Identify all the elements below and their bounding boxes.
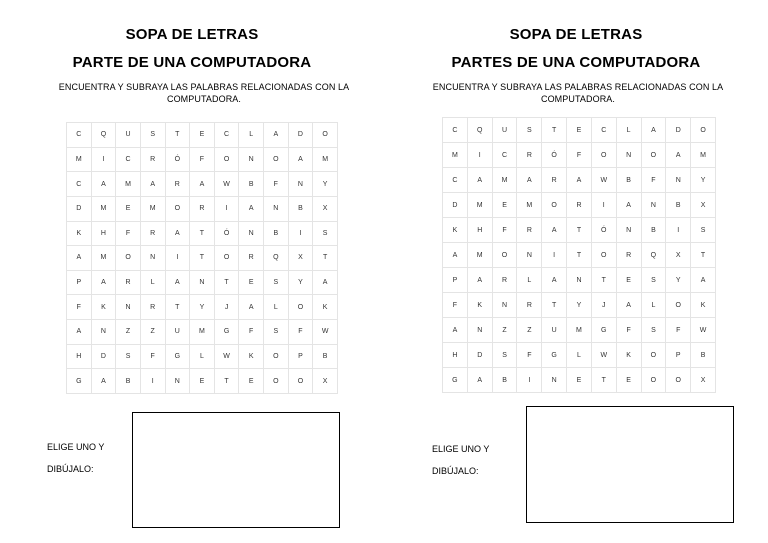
grid-row xyxy=(67,221,338,246)
grid-cell[interactable]: K xyxy=(467,293,492,318)
draw-prompt xyxy=(432,438,489,482)
grid-cell[interactable]: D xyxy=(91,344,116,369)
grid-cell[interactable]: I xyxy=(542,243,567,268)
grid-cell[interactable]: O xyxy=(641,343,666,368)
grid-cell[interactable]: B xyxy=(313,344,338,369)
grid-cell[interactable]: O xyxy=(264,369,289,394)
grid-row xyxy=(443,168,716,193)
drawing-box[interactable] xyxy=(526,406,734,523)
grid-cell[interactable]: F xyxy=(567,143,592,168)
grid-cell[interactable]: A xyxy=(91,270,116,295)
grid-cell[interactable]: L xyxy=(140,270,165,295)
grid-cell[interactable]: F xyxy=(616,318,641,343)
grid-cell[interactable]: M xyxy=(691,143,716,168)
grid-cell[interactable]: E xyxy=(616,268,641,293)
grid-cell[interactable]: O xyxy=(165,196,190,221)
grid-cell[interactable]: O xyxy=(641,368,666,393)
grid-cell[interactable]: Q xyxy=(91,123,116,148)
grid-row xyxy=(67,246,338,271)
grid-cell[interactable]: Q xyxy=(641,243,666,268)
grid-cell[interactable]: W xyxy=(691,318,716,343)
grid-cell[interactable]: O xyxy=(214,246,239,271)
grid-cell[interactable]: Y xyxy=(190,295,215,320)
grid-cell[interactable]: F xyxy=(67,295,92,320)
grid-cell[interactable]: S xyxy=(313,221,338,246)
grid-cell[interactable]: Y xyxy=(691,168,716,193)
grid-cell[interactable]: Q xyxy=(264,246,289,271)
grid-cell[interactable]: X xyxy=(691,368,716,393)
grid-cell[interactable]: F xyxy=(492,218,517,243)
grid-cell[interactable]: B xyxy=(691,343,716,368)
grid-cell[interactable]: A xyxy=(467,268,492,293)
grid-cell[interactable]: E xyxy=(239,369,264,394)
grid-cell[interactable]: Y xyxy=(567,293,592,318)
grid-cell[interactable]: N xyxy=(666,168,691,193)
grid-cell[interactable]: M xyxy=(443,143,468,168)
grid-cell[interactable]: E xyxy=(616,368,641,393)
grid-cell[interactable]: S xyxy=(691,218,716,243)
grid-cell[interactable]: A xyxy=(567,168,592,193)
grid-cell[interactable]: O xyxy=(313,123,338,148)
word-search-grid xyxy=(66,122,338,394)
grid-cell[interactable]: F xyxy=(264,172,289,197)
grid-cell[interactable]: A xyxy=(165,221,190,246)
grid-cell[interactable]: O xyxy=(666,368,691,393)
grid-cell[interactable]: N xyxy=(116,295,141,320)
grid-row xyxy=(67,320,338,345)
grid-cell[interactable]: I xyxy=(517,368,542,393)
grid-cell[interactable]: E xyxy=(567,118,592,143)
grid-cell[interactable]: O xyxy=(641,143,666,168)
grid-cell[interactable]: Ó xyxy=(591,218,616,243)
grid-cell[interactable]: I xyxy=(140,369,165,394)
grid-cell[interactable]: B xyxy=(666,193,691,218)
grid-cell[interactable]: K xyxy=(691,293,716,318)
grid-cell[interactable]: O xyxy=(116,246,141,271)
grid-cell[interactable]: Y xyxy=(288,270,313,295)
grid-cell[interactable]: A xyxy=(190,172,215,197)
grid-cell[interactable]: U xyxy=(542,318,567,343)
grid-cell[interactable]: T xyxy=(313,246,338,271)
grid-cell[interactable]: O xyxy=(591,143,616,168)
grid-cell[interactable]: N xyxy=(140,246,165,271)
grid-cell[interactable]: M xyxy=(140,196,165,221)
grid-cell[interactable]: B xyxy=(116,369,141,394)
grid-cell[interactable]: N xyxy=(467,318,492,343)
grid-cell[interactable]: R xyxy=(140,147,165,172)
grid-cell[interactable]: M xyxy=(517,193,542,218)
grid-cell[interactable]: R xyxy=(517,293,542,318)
grid-cell[interactable]: I xyxy=(666,218,691,243)
grid-row xyxy=(443,143,716,168)
grid-cell[interactable]: T xyxy=(214,270,239,295)
grid-cell[interactable]: T xyxy=(190,221,215,246)
grid-cell[interactable]: X xyxy=(666,243,691,268)
grid-cell[interactable]: E xyxy=(567,368,592,393)
grid-cell[interactable]: K xyxy=(313,295,338,320)
grid-cell[interactable]: A xyxy=(288,147,313,172)
grid-cell[interactable]: B xyxy=(492,368,517,393)
grid-cell[interactable]: A xyxy=(616,193,641,218)
grid-cell[interactable]: G xyxy=(67,369,92,394)
grid-cell[interactable]: L xyxy=(567,343,592,368)
grid-cell[interactable]: N xyxy=(91,320,116,345)
grid-cell[interactable]: A xyxy=(467,168,492,193)
grid-cell[interactable]: A xyxy=(616,293,641,318)
grid-row xyxy=(67,196,338,221)
grid-cell[interactable]: G xyxy=(165,344,190,369)
grid-cell[interactable]: N xyxy=(165,369,190,394)
draw-prompt-line2: DIBÚJALO: xyxy=(432,466,479,476)
word-search-grid xyxy=(442,117,716,393)
grid-cell[interactable]: O xyxy=(542,193,567,218)
grid-cell[interactable]: S xyxy=(264,320,289,345)
grid-cell[interactable]: E xyxy=(190,123,215,148)
grid-cell[interactable]: D xyxy=(288,123,313,148)
grid-cell[interactable]: H xyxy=(443,343,468,368)
grid-cell[interactable]: R xyxy=(165,172,190,197)
grid-cell[interactable]: F xyxy=(116,221,141,246)
grid-cell[interactable]: Y xyxy=(666,268,691,293)
grid-cell[interactable]: B xyxy=(264,221,289,246)
draw-prompt xyxy=(47,436,104,480)
grid-cell[interactable]: R xyxy=(140,221,165,246)
grid-cell[interactable]: W xyxy=(313,320,338,345)
grid-cell[interactable]: N xyxy=(492,293,517,318)
grid-cell[interactable]: A xyxy=(165,270,190,295)
grid-cell[interactable]: U xyxy=(116,123,141,148)
grid-cell[interactable]: C xyxy=(591,118,616,143)
grid-cell[interactable]: T xyxy=(567,243,592,268)
grid-cell[interactable]: I xyxy=(288,221,313,246)
grid-cell[interactable]: L xyxy=(190,344,215,369)
grid-cell[interactable]: P xyxy=(666,343,691,368)
grid-cell[interactable]: N xyxy=(190,270,215,295)
grid-cell[interactable]: T xyxy=(190,246,215,271)
grid-row xyxy=(67,295,338,320)
grid-cell[interactable]: I xyxy=(591,193,616,218)
grid-cell[interactable]: F xyxy=(288,320,313,345)
grid-cell[interactable]: G xyxy=(214,320,239,345)
grid-cell[interactable]: W xyxy=(591,168,616,193)
grid-cell[interactable]: X xyxy=(288,246,313,271)
grid-row xyxy=(443,268,716,293)
grid-cell[interactable]: O xyxy=(288,369,313,394)
grid-cell[interactable]: L xyxy=(239,123,264,148)
grid-cell[interactable]: B xyxy=(239,172,264,197)
grid-cell[interactable]: T xyxy=(214,369,239,394)
grid-cell[interactable]: Ó xyxy=(165,147,190,172)
grid-cell[interactable]: D xyxy=(67,196,92,221)
grid-cell[interactable]: M xyxy=(467,193,492,218)
grid-cell[interactable]: F xyxy=(641,168,666,193)
grid-cell[interactable]: N xyxy=(264,196,289,221)
grid-row xyxy=(443,368,716,393)
grid-cell[interactable]: S xyxy=(264,270,289,295)
grid-cell[interactable]: C xyxy=(67,172,92,197)
grid-row xyxy=(443,243,716,268)
grid-row xyxy=(67,147,338,172)
grid-cell[interactable]: F xyxy=(239,320,264,345)
grid-cell[interactable]: C xyxy=(116,147,141,172)
grid-cell[interactable]: T xyxy=(591,268,616,293)
grid-cell[interactable]: R xyxy=(542,168,567,193)
grid-cell[interactable]: P xyxy=(443,268,468,293)
grid-cell[interactable]: R xyxy=(517,218,542,243)
grid-cell[interactable]: R xyxy=(116,270,141,295)
grid-cell[interactable]: L xyxy=(517,268,542,293)
grid-cell[interactable]: A xyxy=(691,268,716,293)
grid-cell[interactable]: A xyxy=(91,369,116,394)
grid-cell[interactable]: R xyxy=(616,243,641,268)
grid-cell[interactable]: H xyxy=(67,344,92,369)
page-subtitle: PARTES DE UNA COMPUTADORA xyxy=(451,54,701,71)
grid-cell[interactable]: Z xyxy=(116,320,141,345)
grid-cell[interactable]: T xyxy=(542,118,567,143)
grid-cell[interactable]: C xyxy=(67,123,92,148)
grid-cell[interactable]: F xyxy=(190,147,215,172)
grid-cell[interactable]: M xyxy=(313,147,338,172)
grid-cell[interactable]: O xyxy=(264,147,289,172)
grid-cell[interactable]: T xyxy=(567,218,592,243)
grid-cell[interactable]: K xyxy=(91,295,116,320)
grid-cell[interactable]: K xyxy=(67,221,92,246)
grid-cell[interactable]: M xyxy=(190,320,215,345)
grid-cell[interactable]: T xyxy=(165,123,190,148)
grid-cell[interactable]: A xyxy=(140,172,165,197)
grid-cell[interactable]: D xyxy=(443,193,468,218)
grid-cell[interactable]: R xyxy=(492,268,517,293)
grid-cell[interactable]: N xyxy=(567,268,592,293)
grid-cell[interactable]: B xyxy=(641,218,666,243)
grid-row xyxy=(67,369,338,394)
grid-cell[interactable]: L xyxy=(264,295,289,320)
grid-cell[interactable]: U xyxy=(492,118,517,143)
grid-cell[interactable]: G xyxy=(591,318,616,343)
grid-cell[interactable]: F xyxy=(140,344,165,369)
grid-cell[interactable]: O xyxy=(492,243,517,268)
grid-cell[interactable]: N xyxy=(542,368,567,393)
grid-cell[interactable]: C xyxy=(443,118,468,143)
grid-cell[interactable]: N xyxy=(288,172,313,197)
grid-cell[interactable]: R xyxy=(239,246,264,271)
grid-cell[interactable]: S xyxy=(517,118,542,143)
grid-cell[interactable]: D xyxy=(467,343,492,368)
grid-cell[interactable]: S xyxy=(140,123,165,148)
grid-cell[interactable]: A xyxy=(517,168,542,193)
grid-cell[interactable]: A xyxy=(443,243,468,268)
grid-row xyxy=(443,218,716,243)
grid-cell[interactable]: Z xyxy=(492,318,517,343)
grid-cell[interactable]: L xyxy=(641,293,666,318)
grid-cell[interactable]: M xyxy=(567,318,592,343)
grid-cell[interactable]: B xyxy=(616,168,641,193)
grid-cell[interactable]: G xyxy=(443,368,468,393)
grid-cell[interactable]: S xyxy=(641,268,666,293)
grid-cell[interactable]: X xyxy=(691,193,716,218)
grid-cell[interactable]: E xyxy=(239,270,264,295)
grid-row xyxy=(67,172,338,197)
grid-cell[interactable]: A xyxy=(443,318,468,343)
grid-cell[interactable]: H xyxy=(467,218,492,243)
grid-cell[interactable]: I xyxy=(467,143,492,168)
grid-cell[interactable]: F xyxy=(443,293,468,318)
grid-cell[interactable]: M xyxy=(467,243,492,268)
grid-cell[interactable]: A xyxy=(239,196,264,221)
grid-cell[interactable]: N xyxy=(239,147,264,172)
grid-cell[interactable]: E xyxy=(190,369,215,394)
grid-cell[interactable]: C xyxy=(443,168,468,193)
grid-cell[interactable]: S xyxy=(641,318,666,343)
grid-row xyxy=(443,318,716,343)
grid-cell[interactable]: Ó xyxy=(214,221,239,246)
grid-cell[interactable]: A xyxy=(239,295,264,320)
grid-cell[interactable]: N xyxy=(641,193,666,218)
grid-cell[interactable]: M xyxy=(67,147,92,172)
instructions: ENCUENTRA Y SUBRAYA LAS PALABRAS RELACIONADAS CON LA COMPUTADORA. xyxy=(432,82,724,104)
page-title: SOPA DE LETRAS xyxy=(509,26,643,43)
grid-cell[interactable]: N xyxy=(517,243,542,268)
grid-cell[interactable]: F xyxy=(517,343,542,368)
grid-cell[interactable]: K xyxy=(616,343,641,368)
grid-cell[interactable]: F xyxy=(666,318,691,343)
grid-row xyxy=(67,270,338,295)
grid-cell[interactable]: K xyxy=(443,218,468,243)
grid-cell[interactable]: T xyxy=(591,368,616,393)
grid-cell[interactable]: T xyxy=(165,295,190,320)
grid-cell[interactable]: J xyxy=(591,293,616,318)
grid-row xyxy=(443,293,716,318)
grid-cell[interactable]: C xyxy=(492,143,517,168)
grid-cell[interactable]: I xyxy=(165,246,190,271)
drawing-box[interactable] xyxy=(132,412,340,528)
draw-prompt-line1: ELIGE UNO Y xyxy=(432,444,490,454)
grid-cell[interactable]: P xyxy=(288,344,313,369)
grid-cell[interactable]: Q xyxy=(467,118,492,143)
grid-cell[interactable]: A xyxy=(467,368,492,393)
grid-cell[interactable]: R xyxy=(517,143,542,168)
grid-cell[interactable]: S xyxy=(116,344,141,369)
grid-cell[interactable]: M xyxy=(91,246,116,271)
grid-cell[interactable]: R xyxy=(190,196,215,221)
grid-cell[interactable]: Z xyxy=(517,318,542,343)
grid-cell[interactable]: O xyxy=(691,118,716,143)
grid-cell[interactable]: C xyxy=(214,123,239,148)
grid-row xyxy=(443,193,716,218)
grid-cell[interactable]: B xyxy=(288,196,313,221)
grid-cell[interactable]: N xyxy=(239,221,264,246)
grid-cell[interactable]: R xyxy=(140,295,165,320)
grid-cell[interactable]: A xyxy=(91,172,116,197)
grid-cell[interactable]: M xyxy=(492,168,517,193)
grid-cell[interactable]: W xyxy=(591,343,616,368)
grid-cell[interactable]: P xyxy=(67,270,92,295)
grid-cell[interactable]: I xyxy=(214,196,239,221)
grid-cell[interactable]: W xyxy=(214,172,239,197)
page-subtitle: PARTE DE UNA COMPUTADORA xyxy=(72,54,312,71)
grid-cell[interactable]: E xyxy=(492,193,517,218)
grid-cell[interactable]: Y xyxy=(313,172,338,197)
grid-cell[interactable]: W xyxy=(214,344,239,369)
grid-cell[interactable]: O xyxy=(214,147,239,172)
worksheet-right xyxy=(384,0,768,543)
grid-cell[interactable]: J xyxy=(214,295,239,320)
grid-cell[interactable]: D xyxy=(666,118,691,143)
grid-cell[interactable]: O xyxy=(591,243,616,268)
grid-cell[interactable]: A xyxy=(542,268,567,293)
grid-cell[interactable]: N xyxy=(616,143,641,168)
grid-row xyxy=(67,344,338,369)
grid-cell[interactable]: A xyxy=(666,143,691,168)
grid-row xyxy=(67,123,338,148)
grid-cell[interactable]: S xyxy=(492,343,517,368)
grid-cell[interactable]: R xyxy=(567,193,592,218)
instructions: ENCUENTRA Y SUBRAYA LAS PALABRAS RELACIONADAS CON LA COMPUTADORA. xyxy=(58,82,350,104)
grid-cell[interactable]: E xyxy=(116,196,141,221)
grid-cell[interactable]: L xyxy=(616,118,641,143)
grid-row xyxy=(443,118,716,143)
grid-cell[interactable]: I xyxy=(91,147,116,172)
grid-cell[interactable]: A xyxy=(542,218,567,243)
grid-cell[interactable]: G xyxy=(542,343,567,368)
draw-prompt-line1: ELIGE UNO Y xyxy=(47,442,105,452)
grid-cell[interactable]: A xyxy=(313,270,338,295)
grid-cell[interactable]: A xyxy=(67,246,92,271)
page-title: SOPA DE LETRAS xyxy=(125,26,259,43)
grid-cell[interactable]: O xyxy=(666,293,691,318)
draw-prompt-line2: DIBÚJALO: xyxy=(47,464,94,474)
grid-cell[interactable]: O xyxy=(264,344,289,369)
grid-cell[interactable]: K xyxy=(239,344,264,369)
grid-cell[interactable]: O xyxy=(288,295,313,320)
grid-cell[interactable]: X xyxy=(313,369,338,394)
grid-cell[interactable]: Ó xyxy=(542,143,567,168)
grid-cell[interactable]: M xyxy=(91,196,116,221)
grid-cell[interactable]: Z xyxy=(140,320,165,345)
grid-cell[interactable]: X xyxy=(313,196,338,221)
grid-cell[interactable]: N xyxy=(616,218,641,243)
grid-cell[interactable]: H xyxy=(91,221,116,246)
grid-cell[interactable]: M xyxy=(116,172,141,197)
grid-cell[interactable]: A xyxy=(67,320,92,345)
grid-cell[interactable]: T xyxy=(542,293,567,318)
grid-cell[interactable]: U xyxy=(165,320,190,345)
grid-row xyxy=(443,343,716,368)
grid-cell[interactable]: A xyxy=(264,123,289,148)
grid-cell[interactable]: T xyxy=(691,243,716,268)
grid-cell[interactable]: A xyxy=(641,118,666,143)
